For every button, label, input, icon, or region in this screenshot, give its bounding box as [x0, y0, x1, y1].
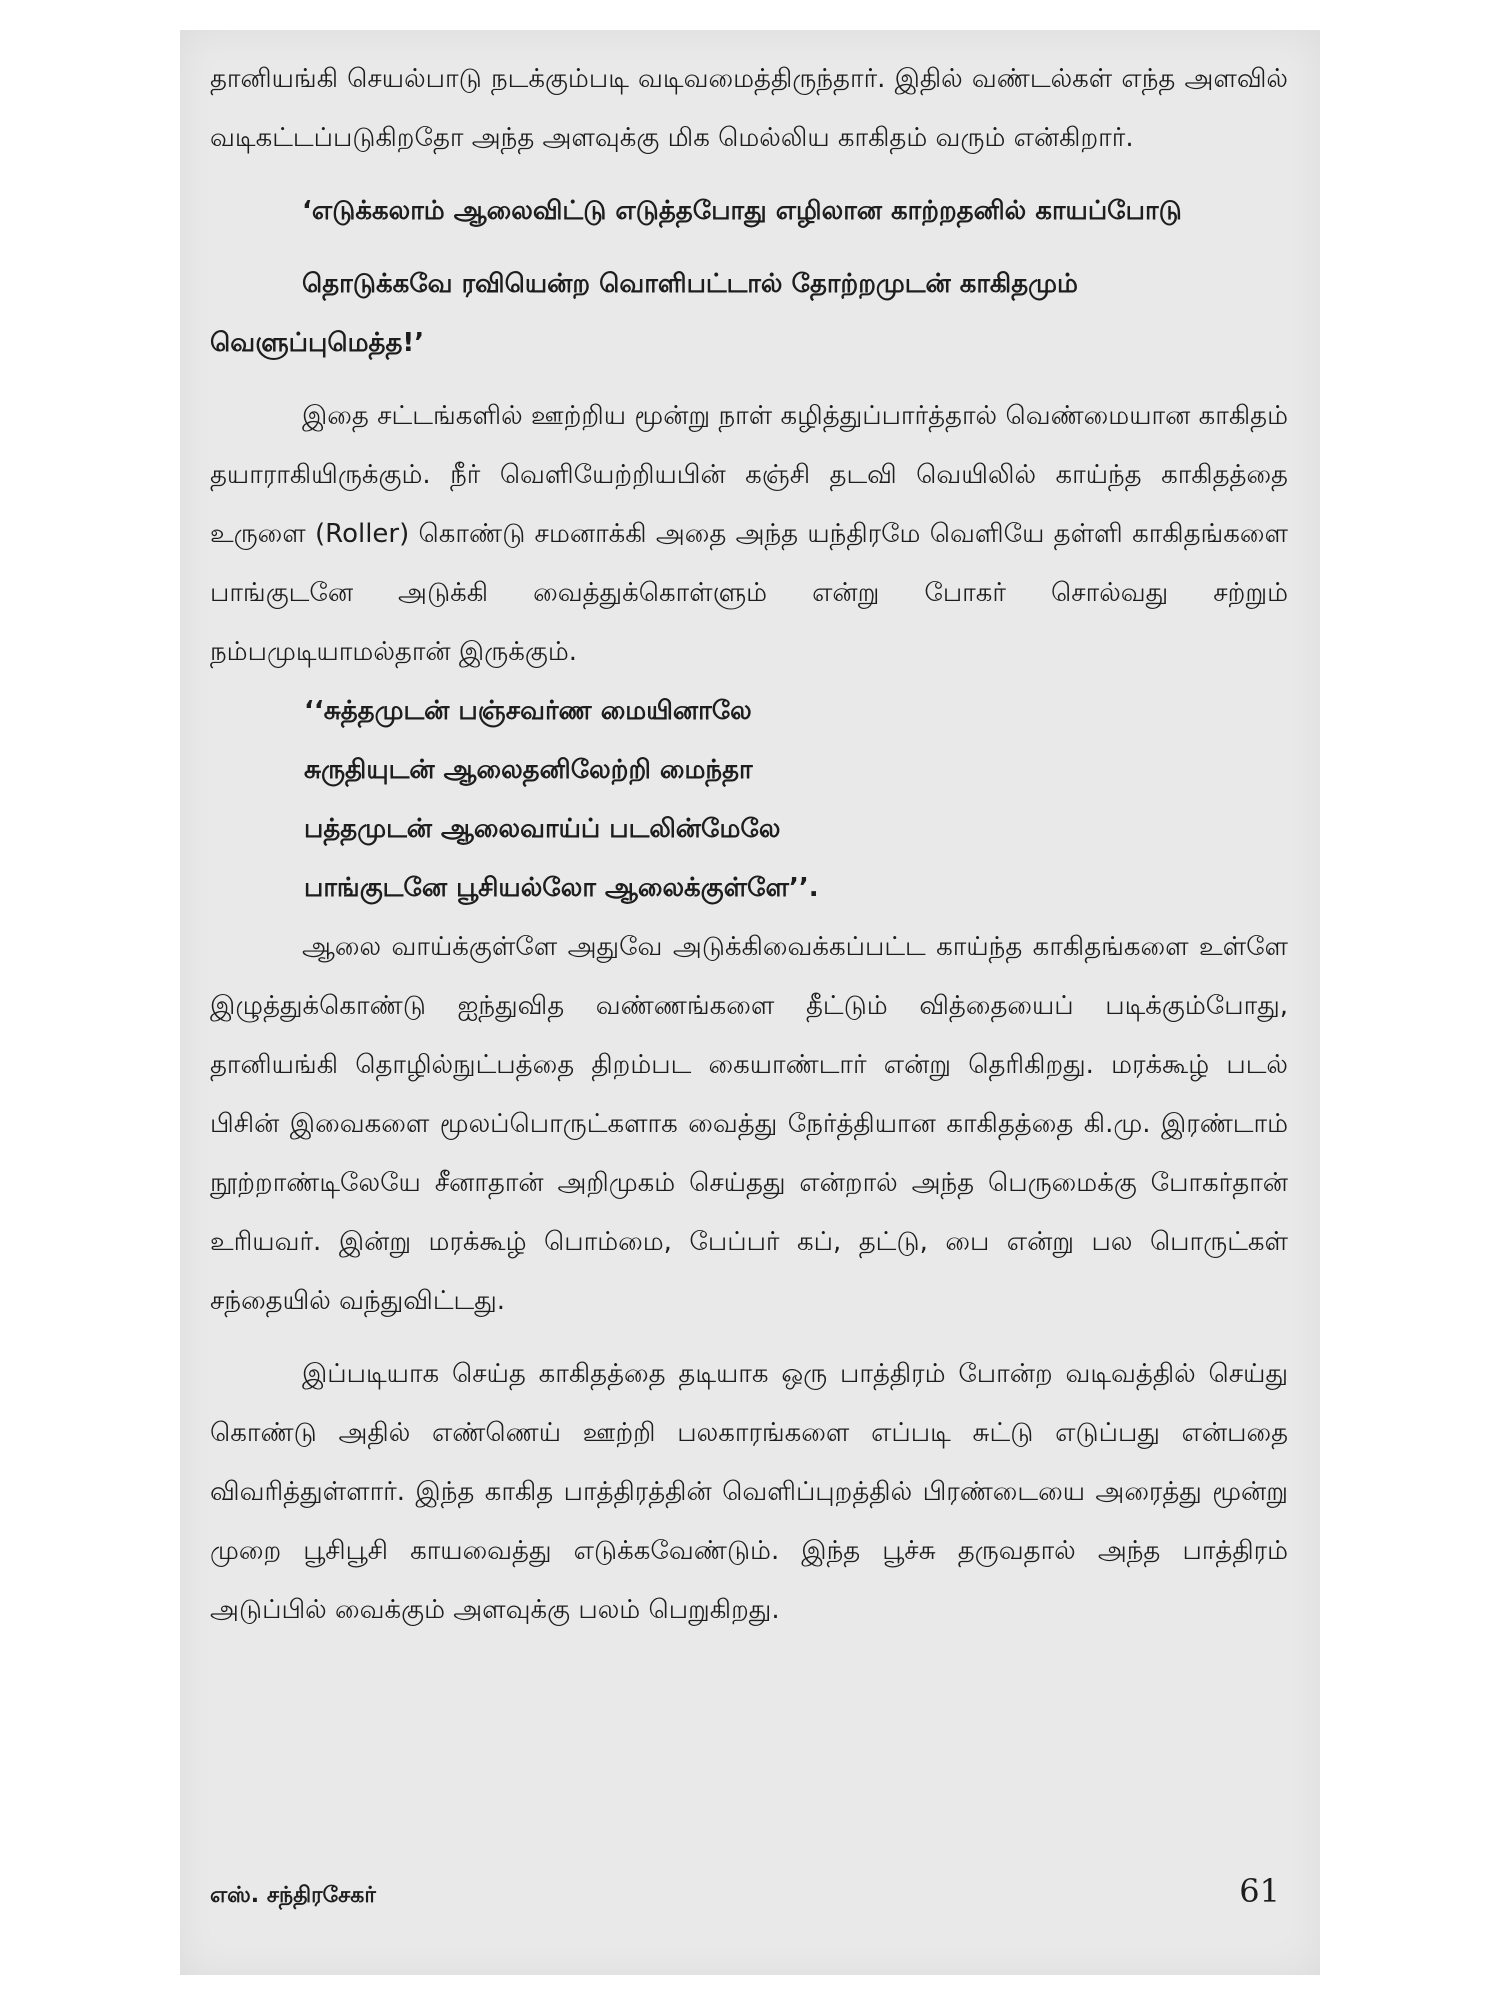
book-page — [180, 30, 1320, 1975]
verse-quote-2 — [210, 682, 1288, 918]
paragraph: இதை சட்டங்களில் ஊற்றிய மூன்று நாள் கழித்துப்பார்த்தால் வெண்மையான காகிதம் தயாராகியிருக்கும். நீர் வெளியேற்றியபின் கஞ்சி தடவி வெயிலில் காய்ந்த காகிதத்தை உருளை (Roller) கொண்டு சமனாக்கி அதை அந்த யந்திரமே வெளியே தள்ளி காகிதங்களை பாங்குடனே அடுக்கி வைத்துக்கொள்ளும் என்று போகர் சொல்வது சற்றும் நம்பமுடியாமல்தான் இருக்கும். — [210, 401, 1288, 667]
verse-quote-2-line: பாங்குடனே பூசியல்லோ ஆலைக்குள்ளே’’. — [304, 873, 819, 903]
verse-quote-2-line: சுருதியுடன் ஆலைதனிலேற்றி மைந்தா — [304, 755, 753, 785]
page-number: 61 — [1239, 1872, 1280, 1910]
page-footer — [210, 1872, 1280, 1911]
verse-quote-1 — [210, 182, 1288, 373]
paragraph: ஆலை வாய்க்குள்ளே அதுவே அடுக்கிவைக்கப்பட்ட காய்ந்த காகிதங்களை உள்ளே இழுத்துக்கொண்டு ஐந்துவித வண்ணங்களை தீட்டும் வித்தையைப் படிக்கும்போது, தானியங்கி தொழில்நுட்பத்தை திறம்பட கையாண்டார் என்று தெரிகிறது. மரக்கூழ் படல் பிசின் இவைகளை மூலப்பொருட்களாக வைத்து நேர்த்தியான காகிதத்தை கி.மு. இரண்டாம் நூற்றாண்டிலேயே சீனாதான் அறிமுகம் செய்தது என்றால் அந்த பெருமைக்கு போகர்தான் உரியவர். இன்று மரக்கூழ் பொம்மை, பேப்பர் கப், தட்டு, பை என்று பல பொருட்கள் சந்தையில் வந்துவிட்டது. — [210, 932, 1288, 1316]
paragraph: இப்படியாக செய்த காகிதத்தை தடியாக ஒரு பாத்திரம் போன்ற வடிவத்தில் செய்து கொண்டு அதில் எண்ணெய் ஊற்றி பலகாரங்களை எப்படி சுட்டு எடுப்பது என்பதை விவரித்துள்ளார். இந்த காகித பாத்திரத்தின் வெளிப்புறத்தில் பிரண்டையை அரைத்து மூன்று முறை பூசிபூசி காயவைத்து எடுக்கவேண்டும். இந்த பூச்சு தருவதால் அந்த பாத்திரம் அடுப்பில் வைக்கும் அளவுக்கு பலம் பெறுகிறது. — [210, 1359, 1288, 1625]
verse-quote-1-line: ‘எடுக்கலாம் ஆலைவிட்டு எடுத்தபோது எழிலான காற்றதனில் காயப்போடு — [302, 196, 1182, 226]
paragraph-continued: தானியங்கி செயல்பாடு நடக்கும்படி வடிவமைத்திருந்தார். இதில் வண்டல்கள் எந்த அளவில் வடிகட்டப்படுகிறதோ அந்த அளவுக்கு மிக மெல்லிய காகிதம் வரும் என்கிறார். — [210, 64, 1288, 153]
verse-quote-2-line: ‘‘சுத்தமுடன் பஞ்சவர்ண மையினாலே — [304, 696, 752, 726]
page-body — [210, 50, 1288, 1640]
verse-quote-1-line: தொடுக்கவே ரவியென்ற வொளிபட்டால் தோற்றமுடன் காகிதமும் வெளுப்புமெத்த!’ — [210, 269, 1078, 358]
author-name: எஸ். சந்திரசேகர் — [210, 1883, 376, 1908]
verse-quote-2-line: பத்தமுடன் ஆலைவாய்ப் படலின்மேலே — [304, 814, 781, 844]
